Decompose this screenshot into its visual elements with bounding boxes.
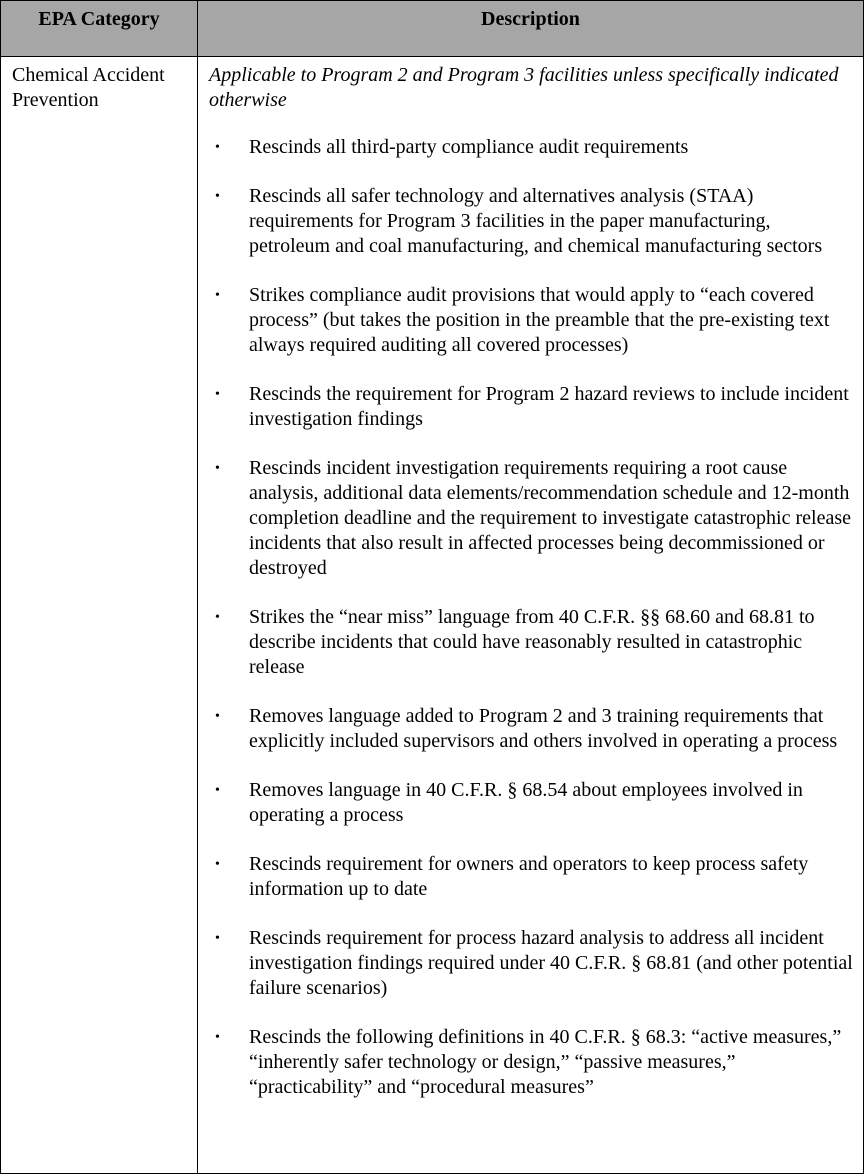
bullet-icon: • bbox=[215, 189, 220, 204]
list-item-text: Removes language added to Program 2 and 3 training requirements that explicitly included supervisors and others involved in operating a process bbox=[249, 705, 838, 752]
list-item bbox=[209, 135, 855, 160]
bullet-icon: • bbox=[215, 387, 220, 402]
bullet-icon: • bbox=[215, 461, 220, 476]
bullet-icon: • bbox=[215, 610, 220, 625]
list-item bbox=[209, 1025, 855, 1100]
header-description: Description bbox=[481, 8, 580, 30]
list-item-text: Removes language in 40 C.F.R. § 68.54 about employees involved in operating a process bbox=[249, 779, 803, 826]
list-item bbox=[209, 382, 855, 432]
bullet-icon: • bbox=[215, 1030, 220, 1045]
bullet-icon: • bbox=[215, 140, 220, 155]
header-epa-category: EPA Category bbox=[38, 8, 160, 30]
bullet-icon: • bbox=[215, 288, 220, 303]
list-item bbox=[209, 926, 855, 1001]
description-list bbox=[209, 135, 855, 1124]
bullet-icon: • bbox=[215, 709, 220, 724]
description-intro: Applicable to Program 2 and Program 3 facilities unless specifically indicated otherwise bbox=[209, 64, 839, 111]
list-item bbox=[209, 778, 855, 828]
list-item-text: Rescinds the following definitions in 40 C.F.R. § 68.3: “active measures,” “inherently safer technology or design,” “passive measures,” “practicability” and “procedural measures” bbox=[249, 1026, 842, 1098]
category-cell: Chemical Accident Prevention bbox=[12, 64, 165, 111]
column-divider bbox=[197, 1, 198, 1173]
list-item bbox=[209, 704, 855, 754]
list-item-text: Rescinds requirement for process hazard analysis to address all incident investigation findings required under 40 C.F.R. § 68.81 (and other potential failure scenarios) bbox=[249, 927, 853, 999]
list-item bbox=[209, 852, 855, 902]
list-item bbox=[209, 456, 855, 581]
list-item-text: Rescinds the requirement for Program 2 hazard reviews to include incident investigation findings bbox=[249, 383, 849, 430]
bullet-icon: • bbox=[215, 857, 220, 872]
list-item-text: Strikes the “near miss” language from 40 C.F.R. §§ 68.60 and 68.81 to describe incidents that could have reasonably resulted in catastrophic release bbox=[249, 606, 815, 678]
bullet-icon: • bbox=[215, 931, 220, 946]
list-item-text: Strikes compliance audit provisions that would apply to “each covered process” (but takes the position in the preamble that the pre-existing text always required auditing all covered processes) bbox=[249, 284, 830, 356]
list-item bbox=[209, 605, 855, 680]
list-item-text: Rescinds requirement for owners and operators to keep process safety information up to date bbox=[249, 853, 809, 900]
list-item bbox=[209, 283, 855, 358]
list-item-text: Rescinds all third-party compliance audit requirements bbox=[249, 136, 689, 158]
bullet-icon: • bbox=[215, 783, 220, 798]
list-item-text: Rescinds all safer technology and alternatives analysis (STAA) requirements for Program 3 facilities in the paper manufacturing, petroleum and coal manufacturing, and chemical manufacturing sectors bbox=[249, 185, 823, 257]
list-item bbox=[209, 184, 855, 259]
list-item-text: Rescinds incident investigation requirements requiring a root cause analysis, additional data elements/recommendation schedule and 12-month completion deadline and the requirement to investigate catastrophic release incidents that also result in affected processes being decommissioned or destroyed bbox=[249, 457, 851, 579]
